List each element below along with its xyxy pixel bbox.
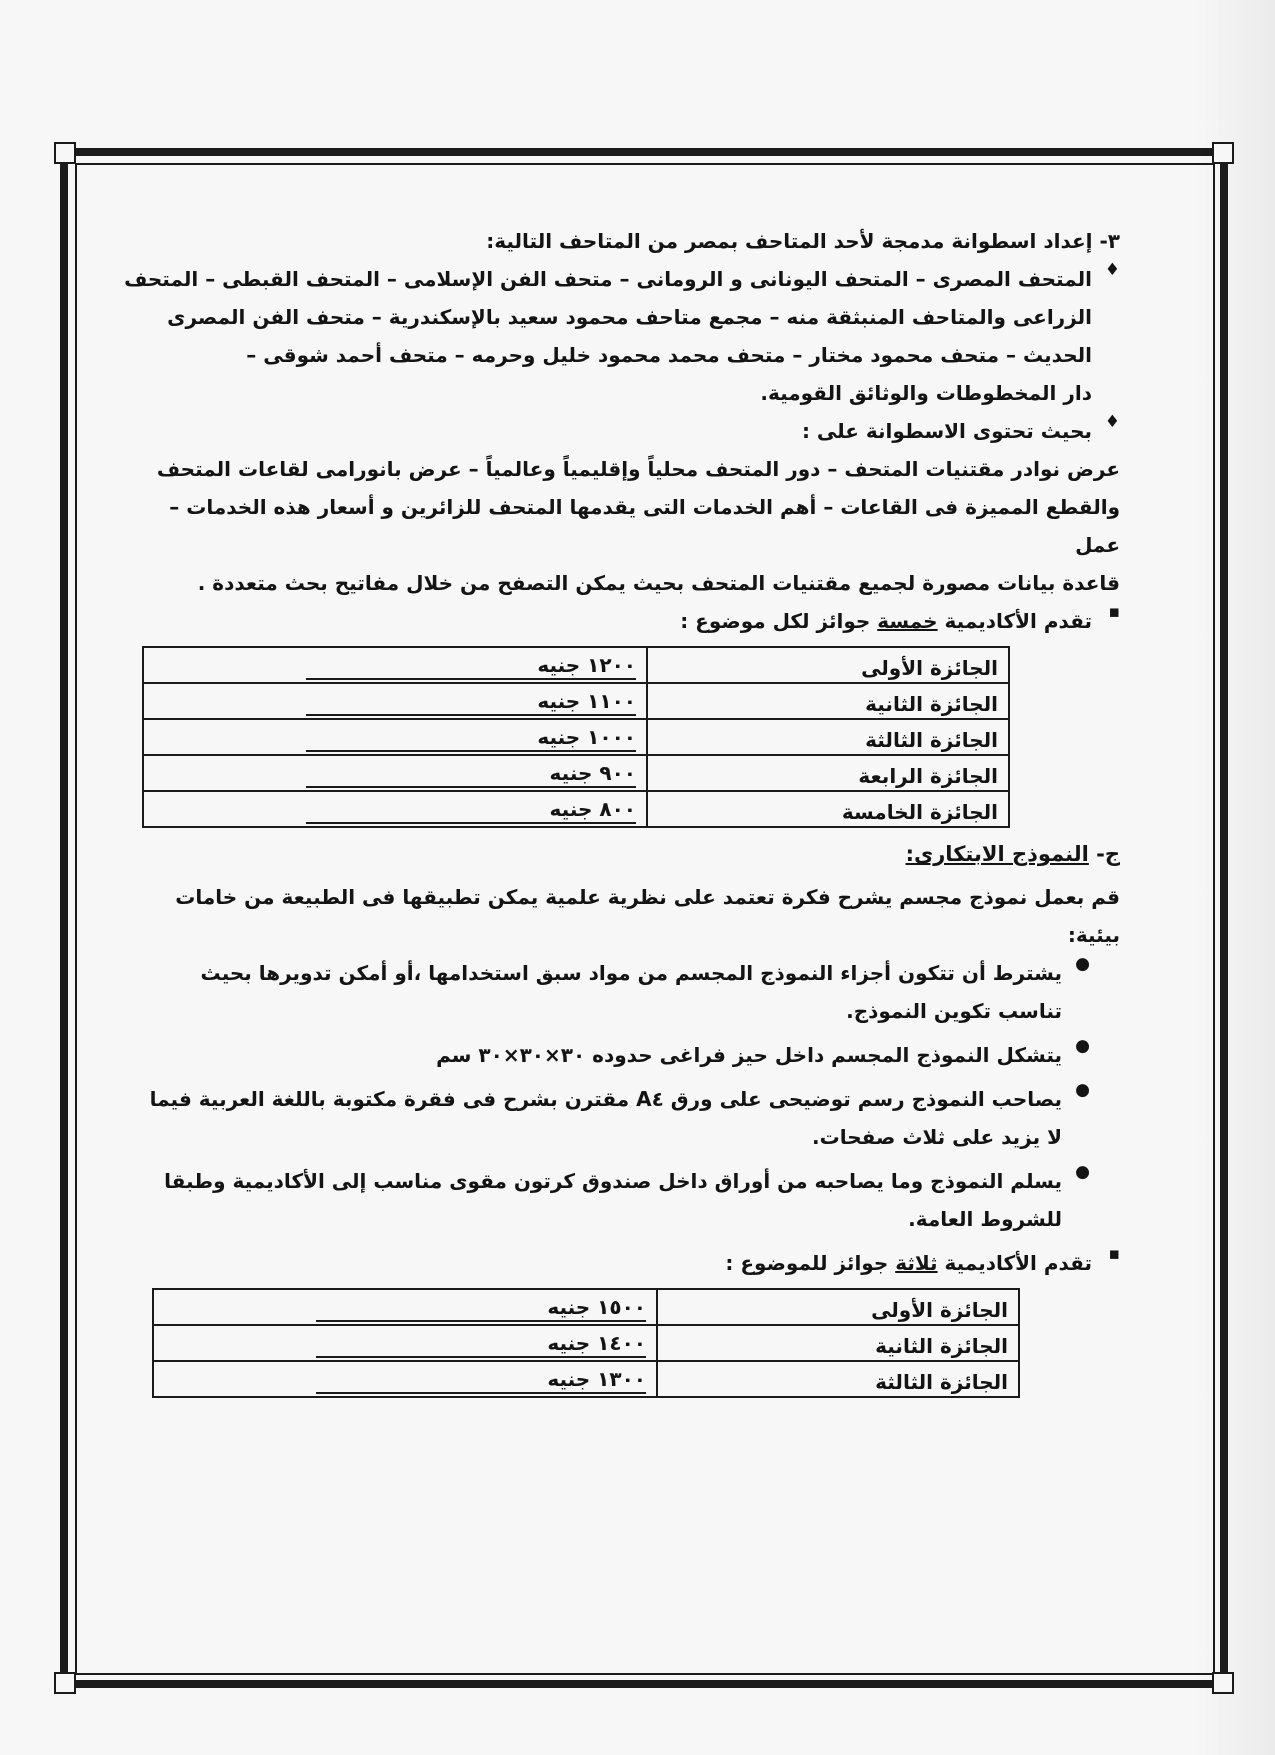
- museums-line: دار المخطوطات والوثائق القومية.: [760, 381, 1092, 405]
- museums-list: [120, 260, 1120, 412]
- prizes-intro-before: تقدم الأكاديمية: [944, 609, 1092, 633]
- prizes-intro: [120, 1244, 1120, 1282]
- museums-line: المتحف المصرى – المتحف اليونانى و الرومانى – متحف الفن الإسلامى – المتحف القبطى – المتحف: [124, 267, 1092, 291]
- contents-line: والقطع المميزة فى القاعات – أهم الخدمات التى يقدمها المتحف للزائرين و أسعار هذه الخدمات – عمل: [169, 495, 1120, 557]
- prize-amount: ١٠٠٠ جنيه: [306, 724, 636, 752]
- prize-amount: ١٤٠٠ جنيه: [316, 1330, 646, 1358]
- prize-row: [153, 1289, 1019, 1325]
- condition-item: [120, 1036, 1090, 1074]
- contents-intro: [120, 412, 1120, 450]
- prize-label: الجائزة الرابعة: [647, 755, 1009, 791]
- border-corner: [54, 1672, 76, 1694]
- condition-line: تناسب تكوين النموذج.: [846, 999, 1062, 1023]
- prize-row: [143, 791, 1009, 827]
- prizes-table-body: [143, 647, 1009, 827]
- prize-amount: ١١٠٠ جنيه: [306, 688, 636, 716]
- prize-amount: ٩٠٠ جنيه: [306, 760, 636, 788]
- section-title: النموذج الابتكارى:: [905, 842, 1089, 866]
- condition-line: يسلم النموذج وما يصاحبه من أوراق داخل صندوق كرتون مقوى مناسب إلى الأكاديمية وطبقا: [164, 1169, 1062, 1193]
- condition-item: [120, 1080, 1090, 1156]
- prize-row: [153, 1361, 1019, 1397]
- prize-row: [143, 719, 1009, 755]
- prizes-count-word: ثلاثة: [895, 1251, 938, 1275]
- museums-line: الزراعى والمتاحف المنبثقة منه – مجمع متاحف محمود سعيد بالإسكندرية – متحف الفن المصرى: [167, 305, 1092, 329]
- document-content: [120, 222, 1120, 1552]
- border-corner: [1212, 1672, 1234, 1694]
- prizes-intro-text: [120, 602, 1092, 640]
- section3-heading: ٣- إعداد اسطوانة مدمجة لأحد المتاحف بمصر من المتاحف التالية:: [486, 229, 1120, 253]
- prize-amount: ١٥٠٠ جنيه: [316, 1294, 646, 1322]
- prizes-intro: [120, 602, 1120, 640]
- conditions-list: [120, 954, 1120, 1238]
- condition-line: لا يزيد على ثلاث صفحات.: [812, 1125, 1062, 1149]
- contents-line: قاعدة بيانات مصورة لجميع مقتنيات المتحف بحيث يمكن التصفح من خلال مفاتيح بحث متعددة .: [197, 571, 1120, 595]
- prize-amount-cell: [143, 755, 647, 791]
- prize-amount-cell: [143, 719, 647, 755]
- prizes-table: [142, 646, 1010, 828]
- prizes-table: [152, 1288, 1020, 1398]
- condition-item: [120, 954, 1090, 1030]
- prizes-intro-before: تقدم الأكاديمية: [944, 1251, 1092, 1275]
- round-bullet-icon: ●: [1075, 1162, 1090, 1182]
- contents-paragraph: [120, 450, 1120, 602]
- round-bullet-icon: ●: [1075, 1080, 1090, 1100]
- prize-label: الجائزة الخامسة: [647, 791, 1009, 827]
- prize-label: الجائزة الثانية: [657, 1325, 1019, 1361]
- diamond-bullet-icon: ♦: [1104, 260, 1120, 280]
- condition-item: [120, 1162, 1090, 1238]
- diamond-bullet-icon: ♦: [1104, 412, 1120, 432]
- prize-row: [153, 1325, 1019, 1361]
- condition-line: للشروط العامة.: [908, 1207, 1062, 1231]
- prize-row: [143, 755, 1009, 791]
- prize-row: [143, 683, 1009, 719]
- condition-line: يشترط أن تتكون أجزاء النموذج المجسم من مواد سبق استخدامها ،أو أمكن تدويرها بحيث: [200, 961, 1062, 985]
- prize-amount-cell: [153, 1289, 657, 1325]
- square-bullet-icon: ▪: [1108, 602, 1120, 622]
- prizes-intro-text: [120, 1244, 1092, 1282]
- prize-amount-cell: [153, 1325, 657, 1361]
- square-bullet-icon: ▪: [1108, 1244, 1120, 1264]
- border-corner: [1212, 142, 1234, 164]
- prizes-count-word: خمسة: [877, 609, 938, 633]
- sectionC-heading: [120, 834, 1120, 874]
- prize-amount-cell: [153, 1361, 657, 1397]
- prize-amount: ١٣٠٠ جنيه: [316, 1366, 646, 1394]
- prize-amount: ٨٠٠ جنيه: [306, 796, 636, 824]
- prize-label: الجائزة الثانية: [647, 683, 1009, 719]
- round-bullet-icon: ●: [1075, 954, 1090, 974]
- prize-label: الجائزة الأولى: [647, 647, 1009, 683]
- prizes-intro-after: جوائز لكل موضوع :: [680, 609, 871, 633]
- round-bullet-icon: ●: [1075, 1036, 1090, 1056]
- condition-line: يصاحب النموذج رسم توضيحى على ورق A٤ مقترن بشرح فى فقرة مكتوبة باللغة العربية فيما: [149, 1087, 1062, 1111]
- prize-amount-cell: [143, 683, 647, 719]
- prize-amount-cell: [143, 791, 647, 827]
- contents-line: عرض نوادر مقتنيات المتحف – دور المتحف محلياً وإقليمياً وعالمياً – عرض بانورامى لقاعات المتحف: [156, 457, 1120, 481]
- prize-label: الجائزة الثالثة: [657, 1361, 1019, 1397]
- contents-intro-text: بحيث تحتوى الاسطوانة على :: [801, 419, 1092, 443]
- prize-label: الجائزة الأولى: [657, 1289, 1019, 1325]
- prize-amount-cell: [143, 647, 647, 683]
- prizes-table-body: [153, 1289, 1019, 1397]
- border-corner: [54, 142, 76, 164]
- condition-line: يتشكل النموذج المجسم داخل حيز فراغى حدوده ٣٠×٣٠×٣٠ سم: [436, 1043, 1062, 1067]
- prize-label: الجائزة الثالثة: [647, 719, 1009, 755]
- section-letter: ج-: [1096, 842, 1120, 866]
- sectionC-intro: قم بعمل نموذج مجسم يشرح فكرة تعتمد على نظرية علمية يمكن تطبيقها فى الطبيعة من خامات بيئية:: [175, 885, 1120, 947]
- museums-line: الحديث – متحف محمود مختار – متحف محمد محمود خليل وحرمه – متحف أحمد شوقى –: [246, 343, 1092, 367]
- prize-row: [143, 647, 1009, 683]
- prizes-intro-after: جوائز للموضوع :: [725, 1251, 889, 1275]
- prize-amount: ١٢٠٠ جنيه: [306, 652, 636, 680]
